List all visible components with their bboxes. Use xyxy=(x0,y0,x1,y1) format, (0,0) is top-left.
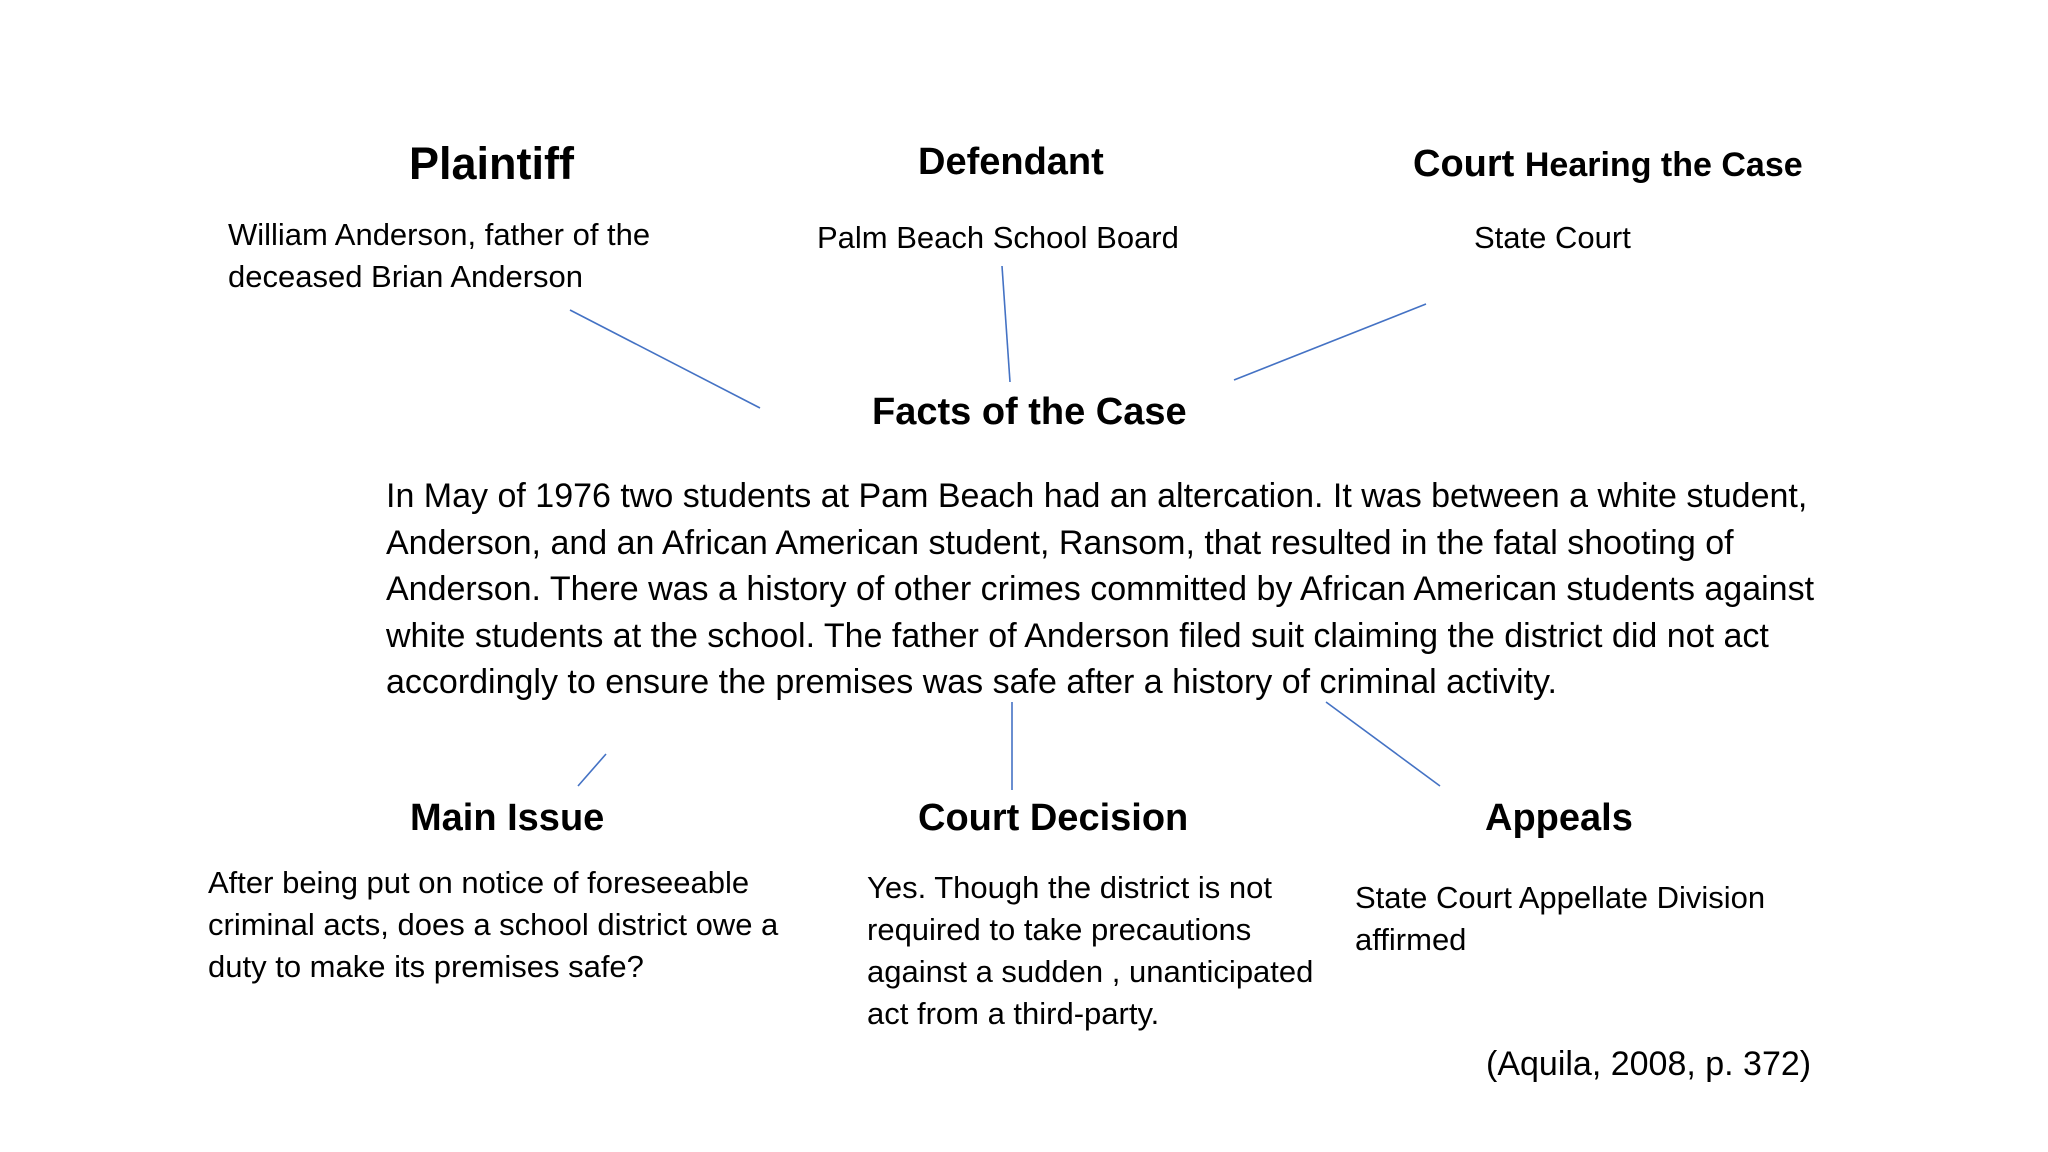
facts-heading: Facts of the Case xyxy=(872,391,1187,433)
facts-text: In May of 1976 two students at Pam Beach had an altercation. It was between a white student, Anderson, and an African American student, Ransom, that resulted in the fatal shooting of Anderson. There was a history of other crimes committed by African American students against white students at the school. The father of Anderson filed suit claiming the district did not act accordingly to ensure the premises was safe after a history of criminal activity. xyxy=(386,477,1815,701)
connector-plaintiff-facts xyxy=(570,310,760,408)
defendant-text: Palm Beach School Board xyxy=(817,220,1179,255)
connector-defendant-facts xyxy=(1002,266,1010,382)
connector-facts-main-issue xyxy=(578,754,606,786)
appeals-text: State Court Appellate Division affirmed xyxy=(1355,880,1766,957)
main-issue-heading: Main Issue xyxy=(410,797,605,839)
defendant-heading: Defendant xyxy=(918,141,1104,183)
court-decision-heading: Court Decision xyxy=(918,797,1189,839)
main-issue-text: After being put on notice of foreseeable criminal acts, does a school district owe a duty to make its premises safe? xyxy=(208,865,779,984)
citation: (Aquila, 2008, p. 372) xyxy=(1486,1045,1812,1083)
court-text: State Court xyxy=(1474,220,1631,255)
court-heading xyxy=(1413,143,1803,186)
plaintiff-text: William Anderson, father of the deceased Brian Anderson xyxy=(228,217,651,294)
court-heading-rest: Hearing the Case xyxy=(1524,146,1803,184)
court-heading-main: Court xyxy=(1413,143,1515,185)
court-decision-text: Yes. Though the district is not required to take precautions against a sudden , unanticipated act from a third-party. xyxy=(867,870,1314,1031)
plaintiff-heading: Plaintiff xyxy=(409,138,574,189)
appeals-heading: Appeals xyxy=(1485,797,1633,839)
connector-facts-appeals xyxy=(1326,702,1440,786)
connector-court-facts xyxy=(1234,304,1426,380)
